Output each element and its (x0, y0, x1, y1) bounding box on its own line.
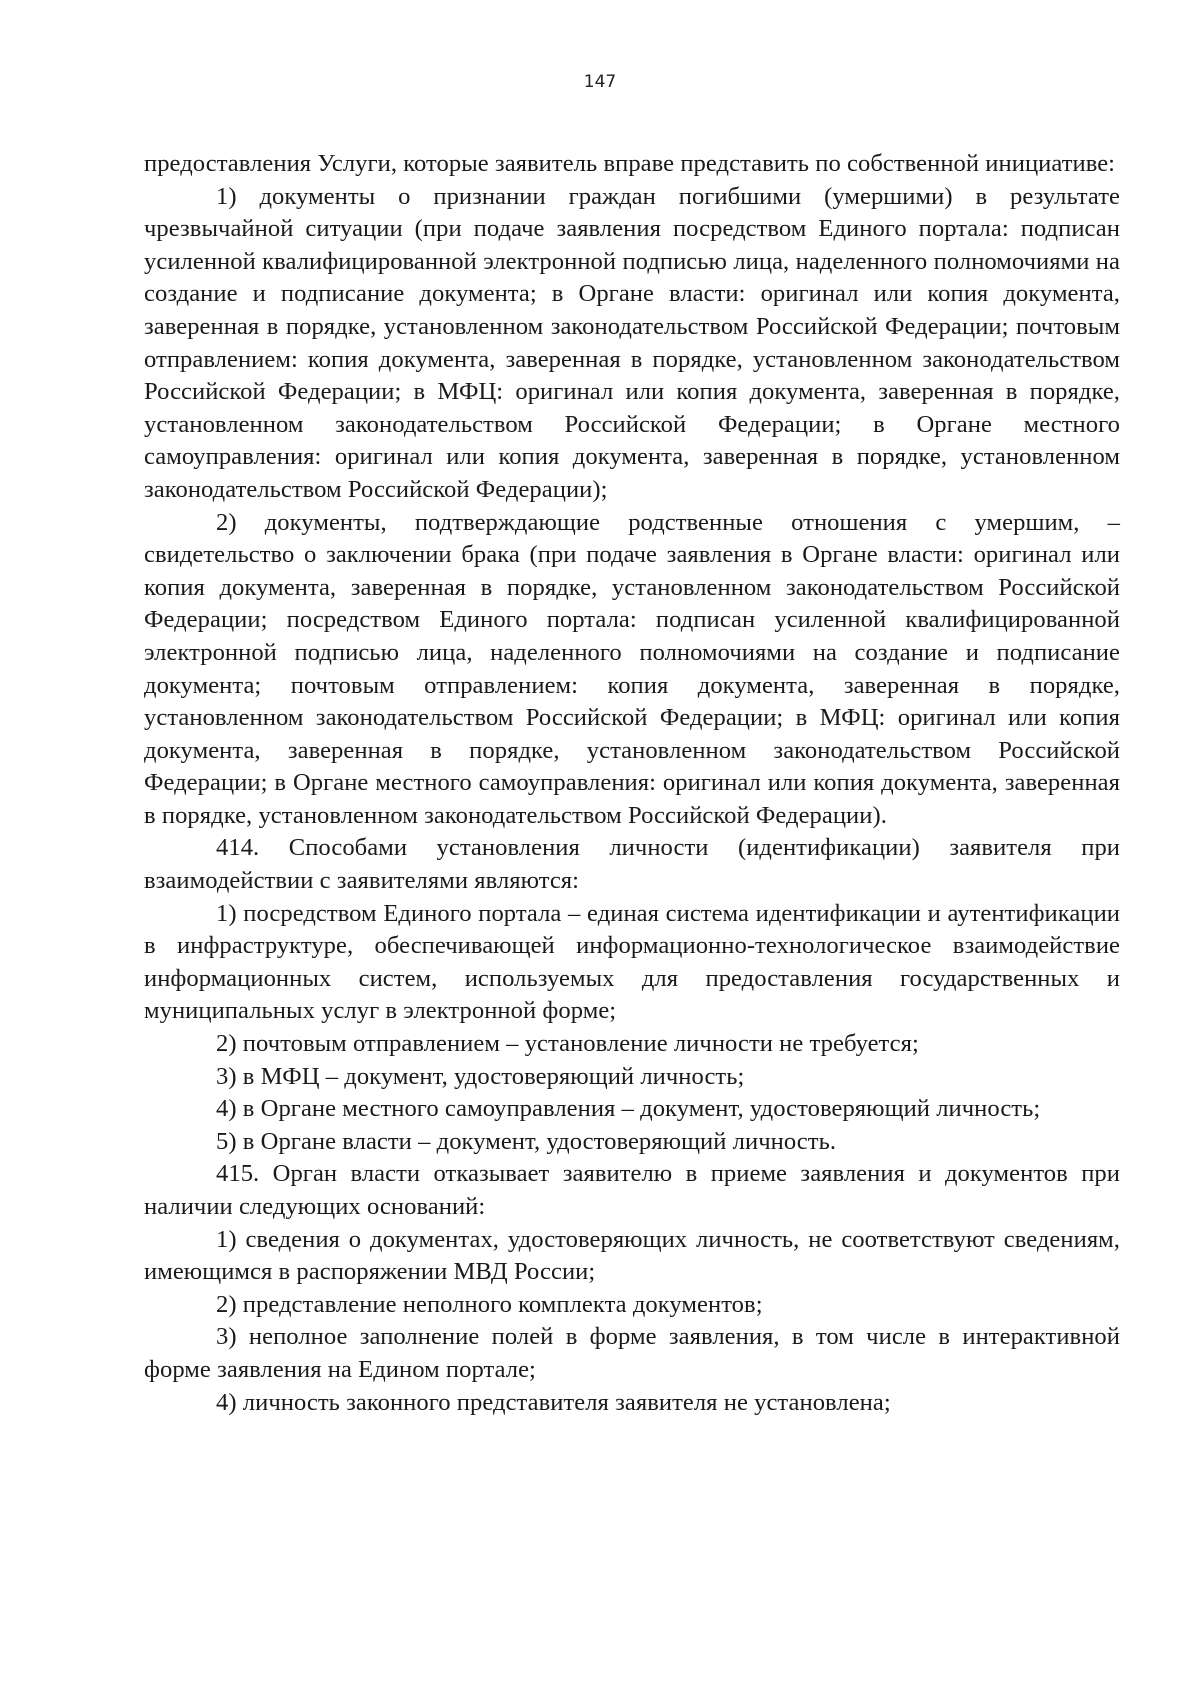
paragraph-414-item-1: 1) посредством Единого портала – единая система идентификации и аутентификации в инфраструктуре, обеспечивающей информационно-технологическое взаимодействие информационных систем, используемых для предоставления государственных и муниципальных услуг в электронной форме; (144, 899, 1120, 1025)
paragraph-415-item-3: 3) неполное заполнение полей в форме заявления, в том числе в интерактивной форме заявления на Едином портале; (144, 1323, 1120, 1383)
paragraph-414-item-4: 4) в Органе местного самоуправления – документ, удостоверяющий личность; (216, 1095, 1041, 1123)
document-body (144, 148, 1120, 1419)
paragraph-415-item-4: 4) личность законного представителя заявителя не установлена; (216, 1388, 891, 1416)
paragraph-item-1-death-documents: 1) документы о признании граждан погибшими (умершими) в результате чрезвычайной ситуации (при подаче заявления посредством Единого портала: подписан усиленной квалифицированной электронной подписью лица, наделенного полномочиями на создание и подписание документа; в Органе власти: оригинал или копия документа, заверенная в порядке, установленном законодательством Российской Федерации; почтовым отправлением: копия документа, заверенная в порядке, установленном законодательством Российской Федерации; в МФЦ: оригинал или копия документа, заверенная в порядке, установленном законодательством Российской Федерации; в Органе местного самоуправления: оригинал или копия документа, заверенная в порядке, установленном законодательством Российской Федерации); (144, 182, 1120, 503)
paragraph-continuation: предоставления Услуги, которые заявитель вправе представить по собственной инициативе: (144, 150, 1116, 177)
paragraph-414-item-3: 3) в МФЦ – документ, удостоверяющий личность; (216, 1062, 745, 1090)
paragraph-item-2-kinship-documents: 2) документы, подтверждающие родственные отношения с умершим, – свидетельство о заключении брака (при подаче заявления в Органе власти: оригинал или копия документа, заверенная в порядке, установленном законодательством Российской Федерации; посредством Единого портала: подписан усиленной квалифицированной электронной подписью лица, наделенного полномочиями на создание и подписание документа; почтовым отправлением: копия документа, заверенная в порядке, установленном законодательством Российской Федерации; в МФЦ: оригинал или копия документа, заверенная в порядке, установленном законодательством Российской Федерации; в Органе местного самоуправления: оригинал или копия документа, заверенная в порядке, установленном законодательством Российской Федерации). (144, 508, 1120, 829)
paragraph-415-item-2: 2) представление неполного комплекта документов; (216, 1290, 763, 1318)
paragraph-clause-414: 414. Способами установления личности (идентификации) заявителя при взаимодействии с заявителями являются: (144, 834, 1120, 895)
paragraph-414-item-5: 5) в Органе власти – документ, удостоверяющий личность. (216, 1127, 837, 1155)
paragraph-clause-415: 415. Орган власти отказывает заявителю в приеме заявления и документов при наличии следующих оснований: (144, 1160, 1120, 1220)
paragraph-414-item-2: 2) почтовым отправлением – установление личности не требуется; (216, 1030, 919, 1058)
paragraph-415-item-1: 1) сведения о документах, удостоверяющих личность, не соответствуют сведениям, имеющимся в распоряжении МВД России; (144, 1225, 1120, 1286)
page-number: 147 (583, 72, 617, 92)
